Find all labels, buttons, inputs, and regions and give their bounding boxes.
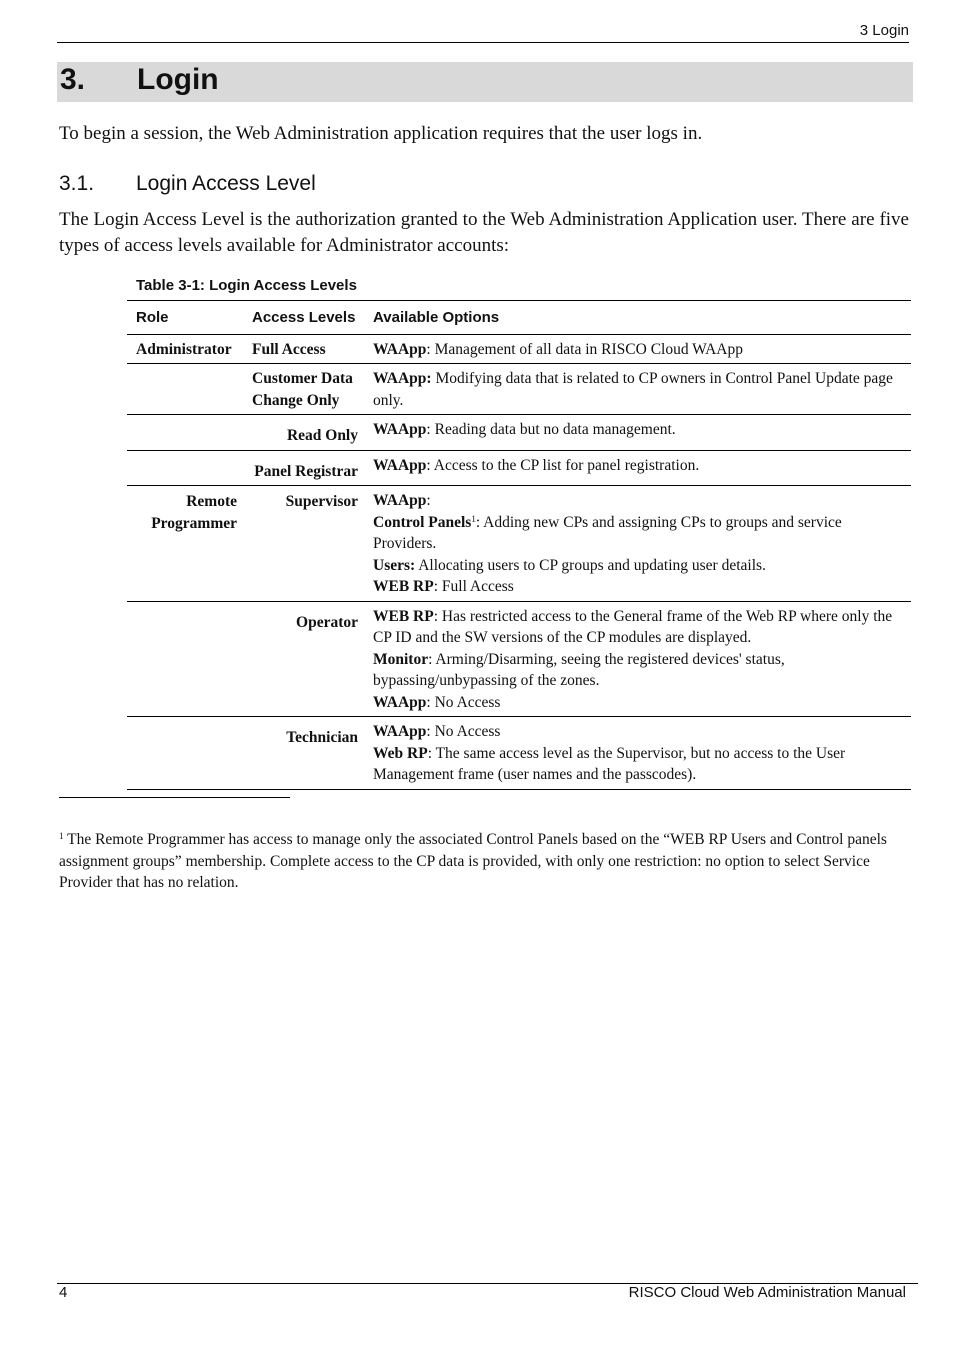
option-label: Users:	[373, 556, 416, 574]
footnote-marker: 1	[59, 831, 64, 841]
option-text: : No Access	[426, 693, 501, 711]
role-cell	[127, 450, 243, 486]
access-level-cell: Supervisor	[243, 486, 364, 602]
option-text: : The same access level as the Supervisor, but no access to the User Management frame (user names and the passcodes).	[373, 744, 846, 783]
option-line	[373, 368, 905, 411]
option-text: : No Access	[426, 723, 501, 740]
table-header-row	[127, 301, 911, 335]
option-text: : Has restricted access to the General frame of the Web RP where only the CP ID and the SW versions of the CP modules are displayed.	[373, 607, 893, 646]
option-text: : Adding new CPs and assigning CPs to groups and service Providers.	[373, 513, 842, 552]
option-line	[373, 455, 905, 477]
options-cell	[364, 450, 911, 486]
access-level-cell: Read Only	[243, 415, 364, 451]
options-cell	[364, 601, 911, 717]
header-divider	[57, 42, 909, 43]
role-cell: Administrator	[127, 334, 243, 364]
option-text: Allocating users to CP groups and updating user details.	[415, 556, 766, 574]
table-row	[127, 601, 911, 717]
option-line	[373, 649, 905, 692]
role-cell	[127, 717, 243, 790]
option-line	[373, 419, 905, 441]
option-line	[373, 576, 905, 598]
intro-paragraph: To begin a session, the Web Administration application requires that the user logs in.	[59, 123, 703, 144]
option-text: : Arming/Disarming, seeing the registered devices' status, bypassing/unbypassing of the zones.	[373, 650, 785, 689]
footnote-reference: 1	[471, 513, 476, 524]
column-header-access-levels: Access Levels	[243, 301, 364, 335]
option-label: Monitor	[373, 650, 429, 668]
options-cell	[364, 364, 911, 415]
option-line	[373, 721, 905, 743]
table-row	[127, 415, 911, 451]
footer-document-title: RISCO Cloud Web Administration Manual	[628, 1284, 906, 1301]
footnote-separator	[59, 797, 290, 798]
access-levels-table	[127, 300, 911, 790]
table-row	[127, 486, 911, 602]
column-header-role: Role	[127, 301, 243, 335]
option-text: : Full Access	[433, 578, 514, 595]
access-level-cell: Customer Data Change Only	[243, 364, 364, 415]
option-label: WEB RP	[373, 607, 434, 625]
option-line	[373, 692, 905, 714]
footnote-text: The Remote Programmer has access to manage only the associated Control Panels based on the “WEB RP Users and Control panels assignment groups” membership. Complete access to the CP data is provided, with only one restriction: no option to select Service Provider that has no relation.	[59, 831, 887, 891]
table-row	[127, 717, 911, 790]
section-number: 3.1.	[59, 172, 95, 195]
running-header: 3 Login	[859, 22, 909, 39]
option-label: Control Panels	[373, 513, 472, 531]
option-label: WEB RP	[373, 578, 434, 595]
access-level-cell: Operator	[243, 601, 364, 717]
options-cell	[364, 415, 911, 451]
page-number: 4	[59, 1284, 68, 1301]
role-cell	[127, 364, 243, 415]
section-paragraph: The Login Access Level is the authorization granted to the Web Administration Application user. There are five types of access levels available for Administrator accounts:	[59, 209, 909, 256]
option-label: WAApp:	[373, 370, 432, 387]
option-text: : Reading data but no data management.	[426, 421, 676, 438]
table-row	[127, 364, 911, 415]
option-line	[373, 606, 905, 649]
option-label: WAApp	[373, 693, 427, 711]
option-label: WAApp	[373, 492, 427, 509]
table-row	[127, 450, 911, 486]
option-line	[373, 512, 905, 555]
option-label: WAApp	[373, 421, 427, 438]
options-cell	[364, 334, 911, 364]
option-label: WAApp	[373, 723, 427, 740]
role-cell	[127, 601, 243, 717]
option-label: WAApp	[373, 456, 427, 474]
options-cell	[364, 486, 911, 602]
option-line	[373, 743, 905, 786]
table-row	[127, 334, 911, 364]
option-label: WAApp	[373, 340, 427, 358]
role-cell: Remote Programmer	[127, 486, 243, 602]
column-header-available-options: Available Options	[364, 301, 911, 335]
option-text: :	[426, 492, 431, 509]
table-body	[127, 334, 911, 789]
option-line	[373, 490, 905, 512]
option-line	[373, 555, 905, 577]
chapter-title: Login	[137, 63, 219, 96]
footnote	[59, 829, 911, 894]
access-level-cell: Full Access	[243, 334, 364, 364]
options-cell	[364, 717, 911, 790]
option-label: Web RP	[373, 744, 428, 762]
option-line	[373, 339, 905, 361]
option-text: : Management of all data in RISCO Cloud WAApp	[426, 340, 743, 358]
section-title: Login Access Level	[136, 172, 316, 195]
table-caption: Table 3-1: Login Access Levels	[136, 277, 357, 294]
chapter-number: 3.	[60, 63, 86, 96]
access-level-cell: Panel Registrar	[243, 450, 364, 486]
role-cell	[127, 415, 243, 451]
option-text: Modifying data that is related to CP owners in Control Panel Update page only.	[373, 370, 893, 409]
option-text: : Access to the CP list for panel registration.	[426, 456, 700, 474]
access-level-cell: Technician	[243, 717, 364, 790]
